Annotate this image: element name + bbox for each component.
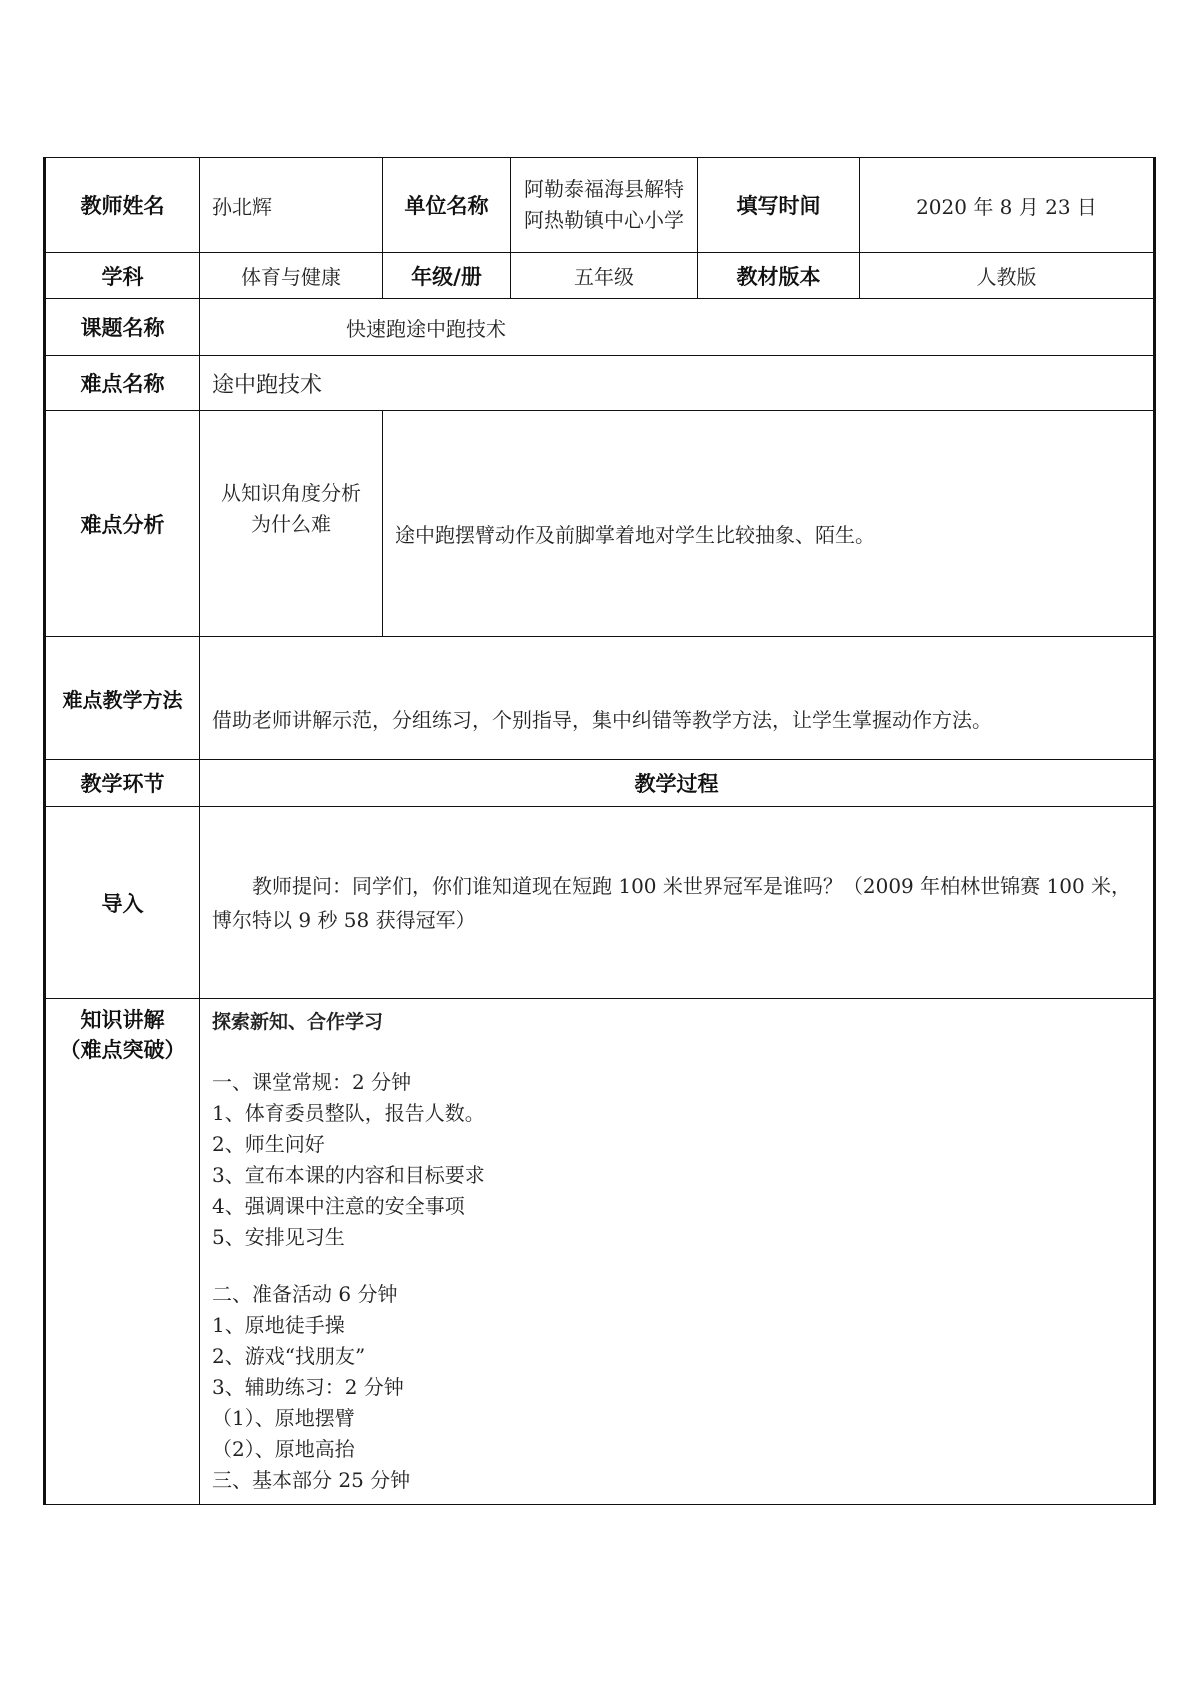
list-item: 3、宣布本课的内容和目标要求 bbox=[212, 1163, 485, 1187]
knowledge-label bbox=[45, 999, 200, 1505]
topic-row bbox=[45, 299, 1155, 356]
knowledge-label-line2: （难点突破） bbox=[59, 1038, 186, 1062]
list-item: 2、师生问好 bbox=[212, 1132, 325, 1156]
list-item: （1）、原地摆臂 bbox=[212, 1406, 355, 1430]
edition-label: 教材版本 bbox=[698, 253, 860, 299]
analysis-label: 难点分析 bbox=[45, 411, 200, 637]
analysis-sub-label: 从知识角度分析为什么难 bbox=[200, 411, 383, 637]
teacher-label: 教师姓名 bbox=[45, 158, 200, 253]
list-item: 1、原地徒手操 bbox=[212, 1313, 345, 1337]
lesson-plan-sheet bbox=[43, 157, 1153, 1505]
grade-label: 年级/册 bbox=[383, 253, 511, 299]
method-label: 难点教学方法 bbox=[45, 637, 200, 760]
method-row bbox=[45, 637, 1155, 760]
spacer bbox=[212, 1253, 1141, 1279]
method-value: 借助老师讲解示范，分组练习，个别指导，集中纠错等教学方法，让学生掌握动作方法。 bbox=[200, 637, 1155, 760]
knowledge-label-line1: 知识讲解 bbox=[80, 1008, 165, 1032]
list-item: 3、辅助练习：2 分钟 bbox=[212, 1375, 404, 1399]
intro-label: 导入 bbox=[45, 807, 200, 999]
list-item: 4、强调课中注意的安全事项 bbox=[212, 1194, 465, 1218]
list-item: 2、游戏“找朋友” bbox=[212, 1344, 366, 1368]
intro-row bbox=[45, 807, 1155, 999]
stage-label: 教学环节 bbox=[45, 760, 200, 807]
knowledge-row bbox=[45, 999, 1155, 1505]
analysis-value: 途中跑摆臂动作及前脚掌着地对学生比较抽象、陌生。 bbox=[383, 411, 1155, 637]
difficulty-row bbox=[45, 356, 1155, 411]
teacher-name: 孙北辉 bbox=[200, 158, 383, 253]
intro-cell bbox=[200, 807, 1155, 999]
topic-value: 快速跑途中跑技术 bbox=[200, 299, 1155, 356]
unit-name: 阿勒泰福海县解特阿热勒镇中心小学 bbox=[511, 158, 698, 253]
analysis-row bbox=[45, 411, 1155, 637]
edition-value: 人教版 bbox=[860, 253, 1155, 299]
lesson-plan-table bbox=[43, 157, 1156, 1505]
process-label: 教学过程 bbox=[200, 760, 1155, 807]
section2-title: 二、准备活动 6 分钟 bbox=[212, 1282, 398, 1306]
list-item: 1、体育委员整队，报告人数。 bbox=[212, 1101, 485, 1125]
difficulty-label: 难点名称 bbox=[45, 356, 200, 411]
list-item: （2）、原地高抬 bbox=[212, 1437, 355, 1461]
header-row-1 bbox=[45, 158, 1155, 253]
subject-label: 学科 bbox=[45, 253, 200, 299]
subject-value: 体育与健康 bbox=[200, 253, 383, 299]
grade-value: 五年级 bbox=[511, 253, 698, 299]
fill-date: 2020 年 8 月 23 日 bbox=[860, 158, 1155, 253]
process-header-row bbox=[45, 760, 1155, 807]
header-row-2 bbox=[45, 253, 1155, 299]
difficulty-value: 途中跑技术 bbox=[200, 356, 1155, 411]
list-item: 5、安排见习生 bbox=[212, 1225, 345, 1249]
section3-title: 三、基本部分 25 分钟 bbox=[212, 1468, 411, 1492]
knowledge-content bbox=[200, 999, 1155, 1505]
knowledge-heading: 探索新知、合作学习 bbox=[212, 1011, 384, 1033]
section1-title: 一、课堂常规：2 分钟 bbox=[212, 1070, 412, 1094]
topic-label: 课题名称 bbox=[45, 299, 200, 356]
intro-text: 教师提问：同学们，你们谁知道现在短跑 100 米世界冠军是谁吗？（2009 年柏林世锦赛 100 米，博尔特以 9 秒 58 获得冠军） bbox=[212, 873, 1132, 932]
unit-label: 单位名称 bbox=[383, 158, 511, 253]
date-label: 填写时间 bbox=[698, 158, 860, 253]
